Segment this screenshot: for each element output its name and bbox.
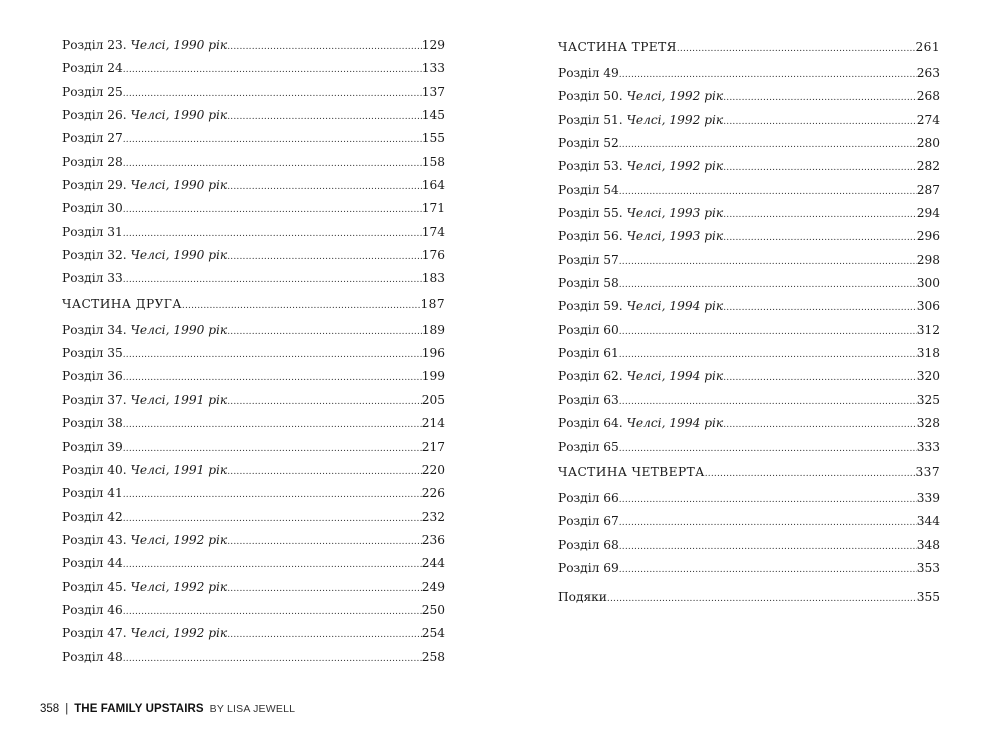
toc-entry-title: Розділ 60: [558, 322, 619, 337]
toc-entry: [558, 253, 940, 276]
toc-entry-label: [62, 248, 227, 262]
toc-entry: [62, 38, 445, 61]
toc-entry: [62, 131, 445, 154]
toc-entry-title: ЧАСТИНА ТРЕТЯ: [558, 40, 677, 54]
toc-entry: [558, 89, 940, 112]
toc-page-number: 294: [916, 206, 940, 221]
toc-entry-title: Розділ 38: [62, 416, 123, 431]
toc-page-number: 145: [421, 108, 445, 123]
toc-dot-leader: [123, 373, 422, 383]
toc-page-number: 296: [916, 229, 940, 244]
toc-dot-leader: [723, 210, 917, 220]
toc-entry-label: [558, 183, 619, 197]
toc-page-number: 214: [421, 416, 445, 431]
toc-dot-leader: [723, 303, 917, 313]
toc-page-number: 250: [421, 602, 445, 617]
toc-left-column: [62, 38, 445, 673]
toc-dot-leader: [677, 44, 916, 54]
toc-entry-label: [558, 299, 723, 313]
toc-dot-leader: [227, 42, 422, 52]
toc-entry-label: [62, 38, 227, 52]
toc-entry-title: Розділ 61: [558, 346, 619, 361]
page-number: 358: [40, 703, 60, 715]
toc-entry-label: [558, 276, 619, 290]
toc-dot-leader: [123, 607, 422, 617]
toc-page-number: 306: [916, 299, 940, 314]
toc-entry-label: [62, 486, 123, 500]
toc-dot-leader: [123, 654, 422, 664]
toc-entry: [62, 61, 445, 84]
toc-dot-leader: [619, 565, 917, 575]
toc-dot-leader: [123, 444, 422, 454]
toc-entry: [62, 650, 445, 673]
toc-entry: [558, 393, 940, 416]
toc-page-number: 339: [916, 490, 940, 505]
toc-dot-leader: [227, 182, 422, 192]
toc-entry: [62, 533, 445, 556]
toc-dot-leader: [123, 159, 422, 169]
toc-dot-leader: [227, 252, 422, 262]
toc-entry: [62, 510, 445, 533]
toc-entry-label: [62, 626, 227, 640]
toc-entry-title: Розділ 32.: [62, 248, 127, 263]
toc-page-number: 183: [421, 271, 445, 286]
toc-entry-title: Розділ 36: [62, 369, 123, 384]
toc-dot-leader: [123, 229, 422, 239]
toc-entry: [62, 369, 445, 392]
toc-entry: [62, 603, 445, 626]
toc-dot-leader: [227, 112, 422, 122]
toc-page-number: 355: [916, 590, 940, 605]
toc-page-number: 337: [915, 464, 940, 479]
toc-entry-title: Розділ 35: [62, 346, 123, 361]
toc-dot-leader: [723, 93, 917, 103]
toc-page-number: 348: [916, 537, 940, 552]
toc-part-heading: [558, 463, 940, 491]
toc-entry-title: Розділ 28: [62, 154, 123, 169]
toc-entry-title: Розділ 24: [62, 61, 123, 76]
toc-page-number: 171: [421, 201, 445, 216]
toc-page-number: 164: [421, 178, 445, 193]
toc-entry-title: Розділ 68: [558, 537, 619, 552]
toc-entry-title: Розділ 55.: [558, 206, 623, 221]
toc-page-number: 133: [421, 61, 445, 76]
toc-page-number: 268: [916, 89, 940, 104]
toc-entry-title: Розділ 30: [62, 201, 123, 216]
toc-entry: [558, 276, 940, 299]
toc-entry-title: Розділ 63: [558, 392, 619, 407]
toc-entry: [558, 346, 940, 369]
toc-entry: [62, 108, 445, 131]
toc-entry-title: Розділ 52: [558, 136, 619, 151]
book-title: THE FAMILY UPSTAIRS: [74, 703, 204, 715]
toc-entry-subtitle: Челсі, 1991 рік: [130, 462, 228, 477]
toc-page-number: 176: [421, 248, 445, 263]
toc-entry-title: Розділ 42: [62, 509, 123, 524]
toc-dot-leader: [619, 518, 917, 528]
toc-entry-subtitle: Челсі, 1992 рік: [130, 626, 228, 641]
toc-entry-label: [62, 108, 227, 122]
toc-entry-subtitle: Челсі, 1993 рік: [626, 229, 724, 244]
toc-dot-leader: [607, 594, 917, 604]
toc-page-number: 320: [916, 369, 940, 384]
toc-entry: [558, 159, 940, 182]
toc-page-number: 258: [421, 649, 445, 664]
toc-entry: [558, 590, 940, 613]
toc-entry-subtitle: Челсі, 1992 рік: [626, 89, 724, 104]
toc-page-number: 287: [916, 182, 940, 197]
toc-entry: [558, 514, 940, 537]
toc-entry-title: Розділ 51.: [558, 112, 623, 127]
book-author: BY LISA JEWELL: [209, 703, 296, 715]
toc-dot-leader: [123, 135, 422, 145]
toc-dot-leader: [619, 257, 917, 267]
toc-entry-label: [558, 89, 723, 103]
toc-entry-title: Розділ 66: [558, 490, 619, 505]
toc-page-number: 353: [916, 560, 940, 575]
toc-entry-subtitle: Челсі, 1994 рік: [626, 416, 724, 431]
toc-entry: [62, 463, 445, 486]
toc-entry-label: [62, 580, 227, 594]
toc-entry-label: [558, 369, 723, 383]
toc-page-number: 328: [916, 416, 940, 431]
toc-page-number: 189: [421, 322, 445, 337]
toc-entry-label: [558, 416, 723, 430]
toc-entry-title: Розділ 56.: [558, 229, 623, 244]
toc-page-number: 249: [421, 579, 445, 594]
toc-dot-leader: [227, 537, 422, 547]
toc-page-number: 220: [421, 462, 445, 477]
toc-dot-leader: [227, 630, 422, 640]
toc-dot-leader: [619, 140, 917, 150]
toc-dot-leader: [123, 490, 422, 500]
toc-entry-label: [558, 136, 619, 150]
toc-entry-label: [558, 465, 705, 479]
toc-page-number: 174: [421, 224, 445, 239]
toc-page-number: 244: [421, 556, 445, 571]
toc-entry: [558, 183, 940, 206]
toc-page-number: 344: [916, 514, 940, 529]
toc-dot-leader: [227, 467, 422, 477]
toc-entry: [62, 201, 445, 224]
toc-page-number: 282: [916, 159, 940, 174]
toc-entry-title: Розділ 58: [558, 276, 619, 291]
toc-page-number: 199: [421, 369, 445, 384]
toc-entry: [62, 271, 445, 294]
toc-dot-leader: [619, 280, 917, 290]
toc-entry-label: [558, 514, 619, 528]
toc-entry-title: Розділ 64.: [558, 416, 623, 431]
toc-dot-leader: [123, 560, 422, 570]
toc-page-number: 158: [421, 154, 445, 169]
toc-entry-title: Розділ 29.: [62, 178, 127, 193]
toc-dot-leader: [619, 187, 917, 197]
toc-entry-label: [558, 159, 723, 173]
toc-entry-title: ЧАСТИНА ЧЕТВЕРТА: [558, 464, 705, 479]
toc-entry-title: Розділ 62.: [558, 369, 623, 384]
toc-entry-title: Розділ 37.: [62, 392, 127, 407]
toc-entry-label: [62, 201, 123, 215]
toc-dot-leader: [619, 495, 917, 505]
toc-entry-title: Розділ 57: [558, 252, 619, 267]
toc-dot-leader: [619, 70, 917, 80]
toc-dot-leader: [123, 350, 422, 360]
toc-entry-subtitle: Челсі, 1990 рік: [130, 248, 228, 263]
toc-entry-title: Розділ 33: [62, 271, 123, 286]
toc-entry-subtitle: Челсі, 1993 рік: [626, 206, 724, 221]
toc-dot-leader: [182, 301, 421, 311]
toc-entry-label: [62, 393, 227, 407]
toc-dot-leader: [619, 350, 917, 360]
toc-entry-title: Розділ 69: [558, 560, 619, 575]
toc-entry-label: [62, 369, 123, 383]
toc-entry-label: [558, 440, 619, 454]
toc-entry-label: [62, 463, 227, 477]
toc-entry-label: [62, 271, 123, 285]
toc-entry: [62, 248, 445, 271]
toc-page-number: 263: [916, 66, 940, 80]
toc-entry-label: [558, 40, 677, 54]
toc-entry-title: Розділ 59.: [558, 299, 623, 314]
toc-page-number: 187: [420, 296, 445, 311]
toc-entry-label: [62, 556, 123, 570]
toc-dot-leader: [723, 163, 917, 173]
toc-entry-label: [62, 440, 123, 454]
toc-entry-subtitle: Челсі, 1992 рік: [626, 159, 724, 174]
toc-entry: [558, 299, 940, 322]
toc-dot-leader: [123, 89, 422, 99]
toc-dot-leader: [723, 373, 917, 383]
toc-entry: [62, 393, 445, 416]
toc-entry: [62, 155, 445, 178]
toc-entry: [62, 323, 445, 346]
toc-entry-title: ЧАСТИНА ДРУГА: [62, 296, 182, 311]
toc-entry: [62, 440, 445, 463]
toc-page-number: 232: [421, 509, 445, 524]
toc-page-number: 129: [421, 38, 445, 52]
toc-entry: [558, 113, 940, 136]
toc-entry-label: [558, 113, 723, 127]
toc-dot-leader: [123, 275, 422, 285]
toc-entry: [558, 416, 940, 439]
toc-entry-label: [558, 346, 619, 360]
toc-page-number: 236: [421, 532, 445, 547]
toc-entry: [558, 136, 940, 159]
toc-entry-title: Розділ 50.: [558, 89, 623, 104]
toc-page-number: 325: [916, 392, 940, 407]
toc-entry-label: [558, 561, 619, 575]
toc-entry-label: [62, 61, 123, 75]
toc-entry-subtitle: Челсі, 1990 рік: [130, 38, 228, 52]
toc-page-number: 254: [421, 626, 445, 641]
toc-page-number: 261: [915, 40, 940, 54]
toc-entry: [62, 486, 445, 509]
toc-entry: [62, 626, 445, 649]
toc-entry: [62, 580, 445, 603]
toc-entry-label: [62, 155, 123, 169]
toc-entry-title: Розділ 48: [62, 649, 123, 664]
page-footer: [40, 703, 295, 715]
toc-entry-title: Розділ 25: [62, 84, 123, 99]
toc-entry-label: [62, 650, 123, 664]
toc-entry-label: [62, 85, 123, 99]
toc-entry-title: Розділ 23.: [62, 38, 127, 52]
toc-dot-leader: [123, 205, 422, 215]
toc-dot-leader: [619, 542, 917, 552]
toc-dot-leader: [123, 420, 422, 430]
toc-entry-title: Розділ 44: [62, 556, 123, 571]
toc-dot-leader: [723, 233, 917, 243]
toc-entry-title: Розділ 67: [558, 514, 619, 529]
toc-page-number: 300: [916, 276, 940, 291]
toc-dot-leader: [619, 397, 917, 407]
toc-entry-subtitle: Челсі, 1992 рік: [626, 112, 724, 127]
toc-entry: [62, 85, 445, 108]
toc-entry-title: Розділ 46: [62, 602, 123, 617]
toc-entry-label: [62, 178, 227, 192]
toc-entry: [558, 538, 940, 561]
toc-dot-leader: [619, 444, 917, 454]
toc-dot-leader: [123, 514, 422, 524]
toc-dot-leader: [723, 117, 917, 127]
toc-entry-label: [558, 590, 607, 604]
toc-dot-leader: [619, 327, 917, 337]
toc-page-number: 298: [916, 252, 940, 267]
toc-page-number: 274: [916, 112, 940, 127]
toc-entry-title: Розділ 39: [62, 439, 123, 454]
toc-dot-leader: [123, 65, 422, 75]
toc-dot-leader: [705, 469, 916, 479]
toc-entry-label: [558, 538, 619, 552]
toc-entry: [62, 225, 445, 248]
toc-dot-leader: [227, 397, 422, 407]
toc-entry-label: [62, 323, 227, 337]
toc-entry-label: [558, 206, 723, 220]
footer-separator: |: [65, 703, 69, 715]
toc-page-number: 155: [421, 131, 445, 146]
toc-page-number: 137: [421, 84, 445, 99]
toc-entry-subtitle: Челсі, 1992 рік: [130, 532, 228, 547]
toc-entry-label: [62, 131, 123, 145]
toc-entry-label: [558, 393, 619, 407]
toc-entry-subtitle: Челсі, 1994 рік: [626, 299, 724, 314]
toc-page-number: 333: [916, 439, 940, 454]
toc-entry-label: [62, 603, 123, 617]
toc-entry-title: Розділ 34.: [62, 322, 127, 337]
toc-entry-title: Розділ 27: [62, 131, 123, 146]
toc-entry-title: Розділ 54: [558, 182, 619, 197]
toc-entry-subtitle: Челсі, 1994 рік: [626, 369, 724, 384]
toc-entry-title: Розділ 41: [62, 486, 123, 501]
toc-entry-title: Розділ 26.: [62, 108, 127, 123]
toc-entry: [62, 556, 445, 579]
toc-entry-title: Розділ 40.: [62, 462, 127, 477]
toc-entry-label: [62, 533, 227, 547]
toc-dot-leader: [227, 327, 422, 337]
toc-entry-subtitle: Челсі, 1991 рік: [130, 392, 228, 407]
toc-part-heading: [558, 38, 940, 66]
toc-dot-leader: [723, 420, 917, 430]
toc-entry-label: [62, 510, 123, 524]
toc-entry-label: [558, 229, 723, 243]
toc-part-heading: [62, 295, 445, 323]
toc-page-number: 280: [916, 136, 940, 151]
toc-entry: [62, 416, 445, 439]
toc-page-number: 205: [421, 392, 445, 407]
toc-entry: [558, 323, 940, 346]
toc-page-number: 226: [421, 486, 445, 501]
toc-entry-label: [62, 297, 182, 311]
toc-entry: [558, 561, 940, 584]
toc-entry-title: Розділ 65: [558, 439, 619, 454]
toc-entry-subtitle: Челсі, 1990 рік: [130, 178, 228, 193]
toc-entry-title: Розділ 43.: [62, 532, 127, 547]
toc-right-column: [558, 38, 940, 614]
toc-entry: [62, 346, 445, 369]
toc-entry-label: [558, 491, 619, 505]
toc-entry-label: [558, 253, 619, 267]
toc-page-number: 196: [421, 346, 445, 361]
toc-entry-title: Розділ 47.: [62, 626, 127, 641]
toc-entry-label: [558, 66, 619, 80]
toc-entry-title: Розділ 49: [558, 66, 619, 80]
toc-entry-title: Подяки: [558, 590, 607, 605]
toc-entry-label: [558, 323, 619, 337]
toc-entry: [558, 66, 940, 89]
toc-entry-subtitle: Челсі, 1990 рік: [130, 322, 228, 337]
toc-entry-subtitle: Челсі, 1990 рік: [130, 108, 228, 123]
toc-entry-label: [62, 225, 123, 239]
toc-page-number: 318: [916, 346, 940, 361]
toc-entry: [558, 369, 940, 392]
toc-entry: [558, 206, 940, 229]
toc-entry-title: Розділ 45.: [62, 579, 127, 594]
toc-page-number: 312: [916, 322, 940, 337]
toc-entry: [558, 440, 940, 463]
toc-dot-leader: [227, 584, 422, 594]
toc-entry-label: [62, 346, 123, 360]
toc-entry-title: Розділ 53.: [558, 159, 623, 174]
toc-entry-label: [62, 416, 123, 430]
toc-entry-subtitle: Челсі, 1992 рік: [130, 579, 228, 594]
toc-entry-title: Розділ 31: [62, 224, 123, 239]
toc-entry: [558, 229, 940, 252]
toc-entry: [558, 491, 940, 514]
toc-page-number: 217: [421, 439, 445, 454]
toc-entry: [62, 178, 445, 201]
